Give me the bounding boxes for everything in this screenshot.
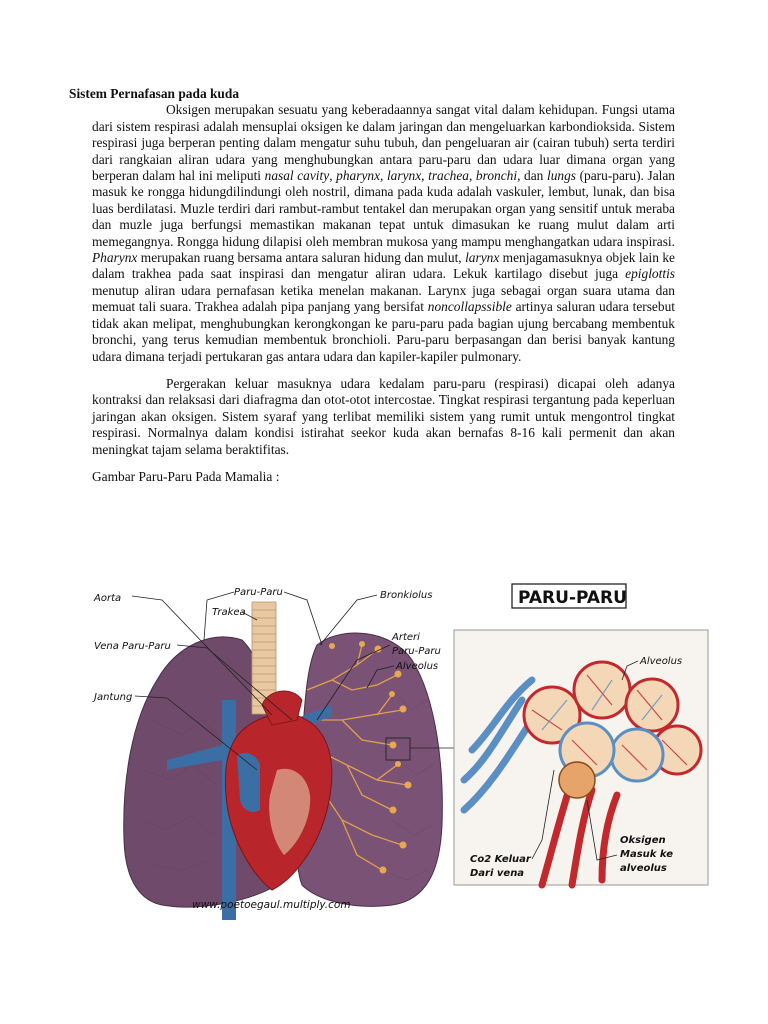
paragraph-1-run: larynx — [465, 250, 500, 266]
section-heading: Sistem Pernafasan pada kuda — [69, 86, 240, 101]
paragraph-1-run: menjagamasuknya objek lain ke dalam trakhea pada saat inspirasi dan mengatur aliran udara. Lekuk kartilago disebut juga — [92, 250, 675, 282]
label-co2: Co2 Keluar — [470, 854, 531, 865]
paragraph-1-run: epiglottis — [625, 266, 675, 282]
label-oksigen: Oksigen — [620, 835, 666, 846]
paragraph-1-run: , — [329, 168, 337, 184]
label-arteri-paru-paru: Paru-Paru — [392, 646, 441, 657]
paragraph-1-run: merupakan ruang bersama antara saluran hidung dan mulut, — [137, 250, 466, 266]
paragraph-1-run: lungs — [546, 168, 576, 184]
paragraph-1-run: nasal cavity — [264, 168, 330, 184]
paragraph-1-run: Pharynx — [92, 250, 138, 266]
label-alveolus-left: Alveolus — [396, 661, 439, 672]
paragraph-1-run: (paru-paru). Jalan masuk ke rongga hidungdilindungi oleh nostril, dimana pada kuda adalah vaskuler, lembut, lunak, dan bisa luas berdilatasi. Muzle terdiri dari rambut-rambut tentakel dan merupakan organ yang sensitif untuk meraba dan muzle juga berfungsi memastikan makanan tepat untuk dimasukan ke ruang mulut dalam arti memegangnya. Rongga hidung dilapisi oleh membran mukosa yang mampu menghangatkan udara inspirasi. — [92, 168, 675, 249]
label-vena-paru-paru: Vena Paru-Paru — [94, 641, 171, 652]
inset-title: PARU-PARU — [518, 588, 627, 608]
figure-caption: Gambar Paru-Paru Pada Mamalia : — [92, 468, 280, 484]
label-aorta: Aorta — [94, 593, 122, 604]
paragraph-1-run: menutup aliran udara pernafasan ketika menelan makanan. Larynx juga sebagai organ suara utama dan memuat tali suara. Trakhea adalah pipa panjang yang bersifat — [92, 282, 675, 315]
text-block — [69, 86, 675, 485]
figure-source-url: www.poetoegaul.multiply.com — [192, 899, 351, 911]
label-oksigen-alveolus: alveolus — [620, 863, 667, 874]
paragraph-1-run: Oksigen merupakan sesuatu yang keberadaannya sangat vital dalam kehidupan. Fungsi utama dari sistem respirasi adalah mensuplai oksigen ke dalam jaringan dan mengeluarkan karbondioksida. Sistem respirasi juga berperan penting dalam mengatur suhu tubuh, dan pengeluaran air (cairan tubuh) serta terdiri dari rangkaian aliran udara yang menghubungkan antara paru-paru dan udara luar dimana organ yang berperan dalam hal ini meliputi — [92, 102, 675, 184]
label-bronkiolus: Bronkiolus — [380, 590, 433, 601]
paragraph-1 — [92, 102, 675, 365]
label-oksigen-masuk: Masuk ke — [620, 849, 673, 860]
label-jantung: Jantung — [94, 692, 133, 703]
lungs-figure — [92, 570, 712, 920]
paragraph-1-run: pharynx, larynx, trachea, bronchi, — [336, 168, 521, 184]
paragraph-1-run: noncollapssible — [427, 299, 512, 315]
label-arteri: Arteri — [392, 632, 420, 643]
paragraph-1-run: artinya saluran udara tersebut tidak akan melipat, menghubungkan kerongkongan ke paru-paru pada bagian ujung bercabang membentuk bronchi, yang terus kemudian membentuk bronchioli. Paru-paru berpasangan dan berisi banyak kantung udara dimana terjadi pertukaran gas antara udara dan kapiler-kapiler pulmonary. — [92, 299, 675, 364]
label-paru-paru: Paru-Paru — [234, 587, 283, 598]
paragraph-1-run: dan — [520, 168, 547, 184]
label-alveolus-right: Alveolus — [640, 656, 683, 667]
label-trakea: Trakea — [212, 607, 246, 618]
paragraph-2: Pergerakan keluar masuknya udara kedalam paru-paru (respirasi) dicapai oleh adanya kontraksi dan relaksasi dari diafragma dan otot-otot intercostae. Tingkat respirasi tergantung pada keperluan jaringan akan oksigen. Sistem syaraf yang terlibat memiliki sistem yang rumit untuk mengontrol tingkat respirasi. Normalnya dalam kondisi istirahat seekor kuda akan bernafas 8-16 kali permenit dan akan meningkat tajam selama beraktifitas. — [92, 375, 675, 457]
alveoli-inset — [454, 630, 708, 885]
label-co2-vena: Dari vena — [470, 868, 525, 879]
